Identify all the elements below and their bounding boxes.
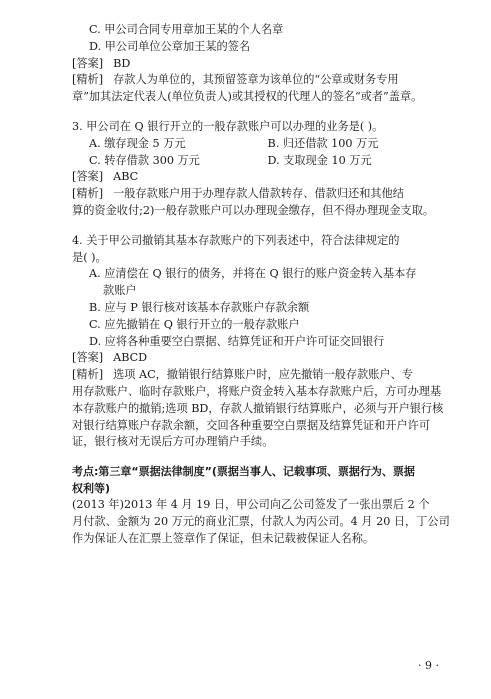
answer-value: ABC <box>113 170 139 184</box>
analysis-label: [精析] <box>72 187 104 201</box>
answer-line <box>72 350 446 367</box>
case-text: 月付款、金额为 20 万元的商业汇票，付款人为丙公司。4 月 20 日，丁公司 <box>72 514 450 528</box>
analysis-text: 证，银行核对无误后方可办理销户手续。 <box>72 435 274 449</box>
case-text: 作为保证人在汇票上签章作了保证，但未记载被保证人名称。 <box>72 531 375 545</box>
option-d: D. 应将各种重要空白票据、结算凭证和开户许可证交回银行 <box>89 334 385 348</box>
option-a-continued: 款账户 <box>103 284 137 298</box>
section-heading: 权利等) <box>72 481 111 495</box>
section-heading: 考点:第三章“票据法律制度”(票据当事人、记载事项、票据行为、票据 <box>72 465 415 479</box>
analysis-text: 选项 AC，撤销银行结算账户时，应先撤销一般存款账户、专 <box>113 368 413 382</box>
analysis-text: 用存款账户、临时存款账户，将账户资金转入基本存款账户后，方可办理基 <box>72 384 442 398</box>
option-row <box>72 136 446 153</box>
analysis-text: 一般存款账户用于办理存款人借款转存、借款归还和其他结 <box>113 187 404 201</box>
option-a: A. 缴存现金 5 万元 <box>89 136 186 150</box>
answer-label: [答案] <box>72 170 104 184</box>
option-c: C. 转存借款 300 万元 <box>89 153 200 167</box>
option-b: B. 应与 P 银行核对该基本存款账户存款余额 <box>89 300 310 314</box>
answer-line <box>72 56 446 73</box>
question-stem: 3. 甲公司在 Q 银行开立的一般存款账户可以办理的业务是( )。 <box>72 119 384 133</box>
analysis-label: [精析] <box>72 368 104 382</box>
analysis-line <box>72 72 446 89</box>
page-number: · 9 · <box>418 659 439 672</box>
analysis-text: 本存款账户的撤销;选项 BD，存款人撤销银行结算账户，必须与开户银行核 <box>72 401 444 415</box>
case-text: (2013 年)2013 年 4 月 19 日，甲公司向乙公司签发了一张出票后 2 个 <box>72 498 430 512</box>
analysis-line <box>72 367 446 384</box>
analysis-text: 章”加其法定代表人(单位负责人)或其授权的代理人的签名“或者”盖章。 <box>72 90 423 104</box>
answer-value: ABCD <box>113 351 148 365</box>
answer-value: BD <box>113 56 131 70</box>
question-stem: 4. 关于甲公司撤销其基本存款账户的下列表述中，符合法律规定的 <box>72 233 400 247</box>
answer-label: [答案] <box>72 56 104 70</box>
answer-line <box>72 169 446 186</box>
option-c: C. 应先撤销在 Q 银行开立的一般存款账户 <box>89 317 300 331</box>
analysis-text: 对银行结算账户存款余额，交回各种重要空白票据及结算凭证和开户许可 <box>72 418 431 432</box>
analysis-text: 算的资金收付;2)一般存款账户可以办理现金缴存，但不得办理现金支取。 <box>72 203 435 217</box>
document-page <box>72 22 450 548</box>
option-a: A. 应清偿在 Q 银行的债务，并将在 Q 银行的账户资金转入基本存 <box>89 267 417 281</box>
option-row <box>72 153 446 170</box>
option-b: B. 归还借款 100 万元 <box>267 136 379 150</box>
question-stem: 是( )。 <box>72 250 107 264</box>
option-c: C. 甲公司合同专用章加王某的个人名章 <box>89 23 284 36</box>
analysis-line <box>72 186 446 203</box>
answer-label: [答案] <box>72 351 104 365</box>
analysis-text: 存款人为单位的，其预留签章为该单位的“公章或财务专用 <box>113 73 399 87</box>
analysis-label: [精析] <box>72 73 104 87</box>
option-d: D. 支取现金 10 万元 <box>267 153 372 167</box>
option-d: D. 甲公司单位公章加王某的签名 <box>89 39 251 53</box>
